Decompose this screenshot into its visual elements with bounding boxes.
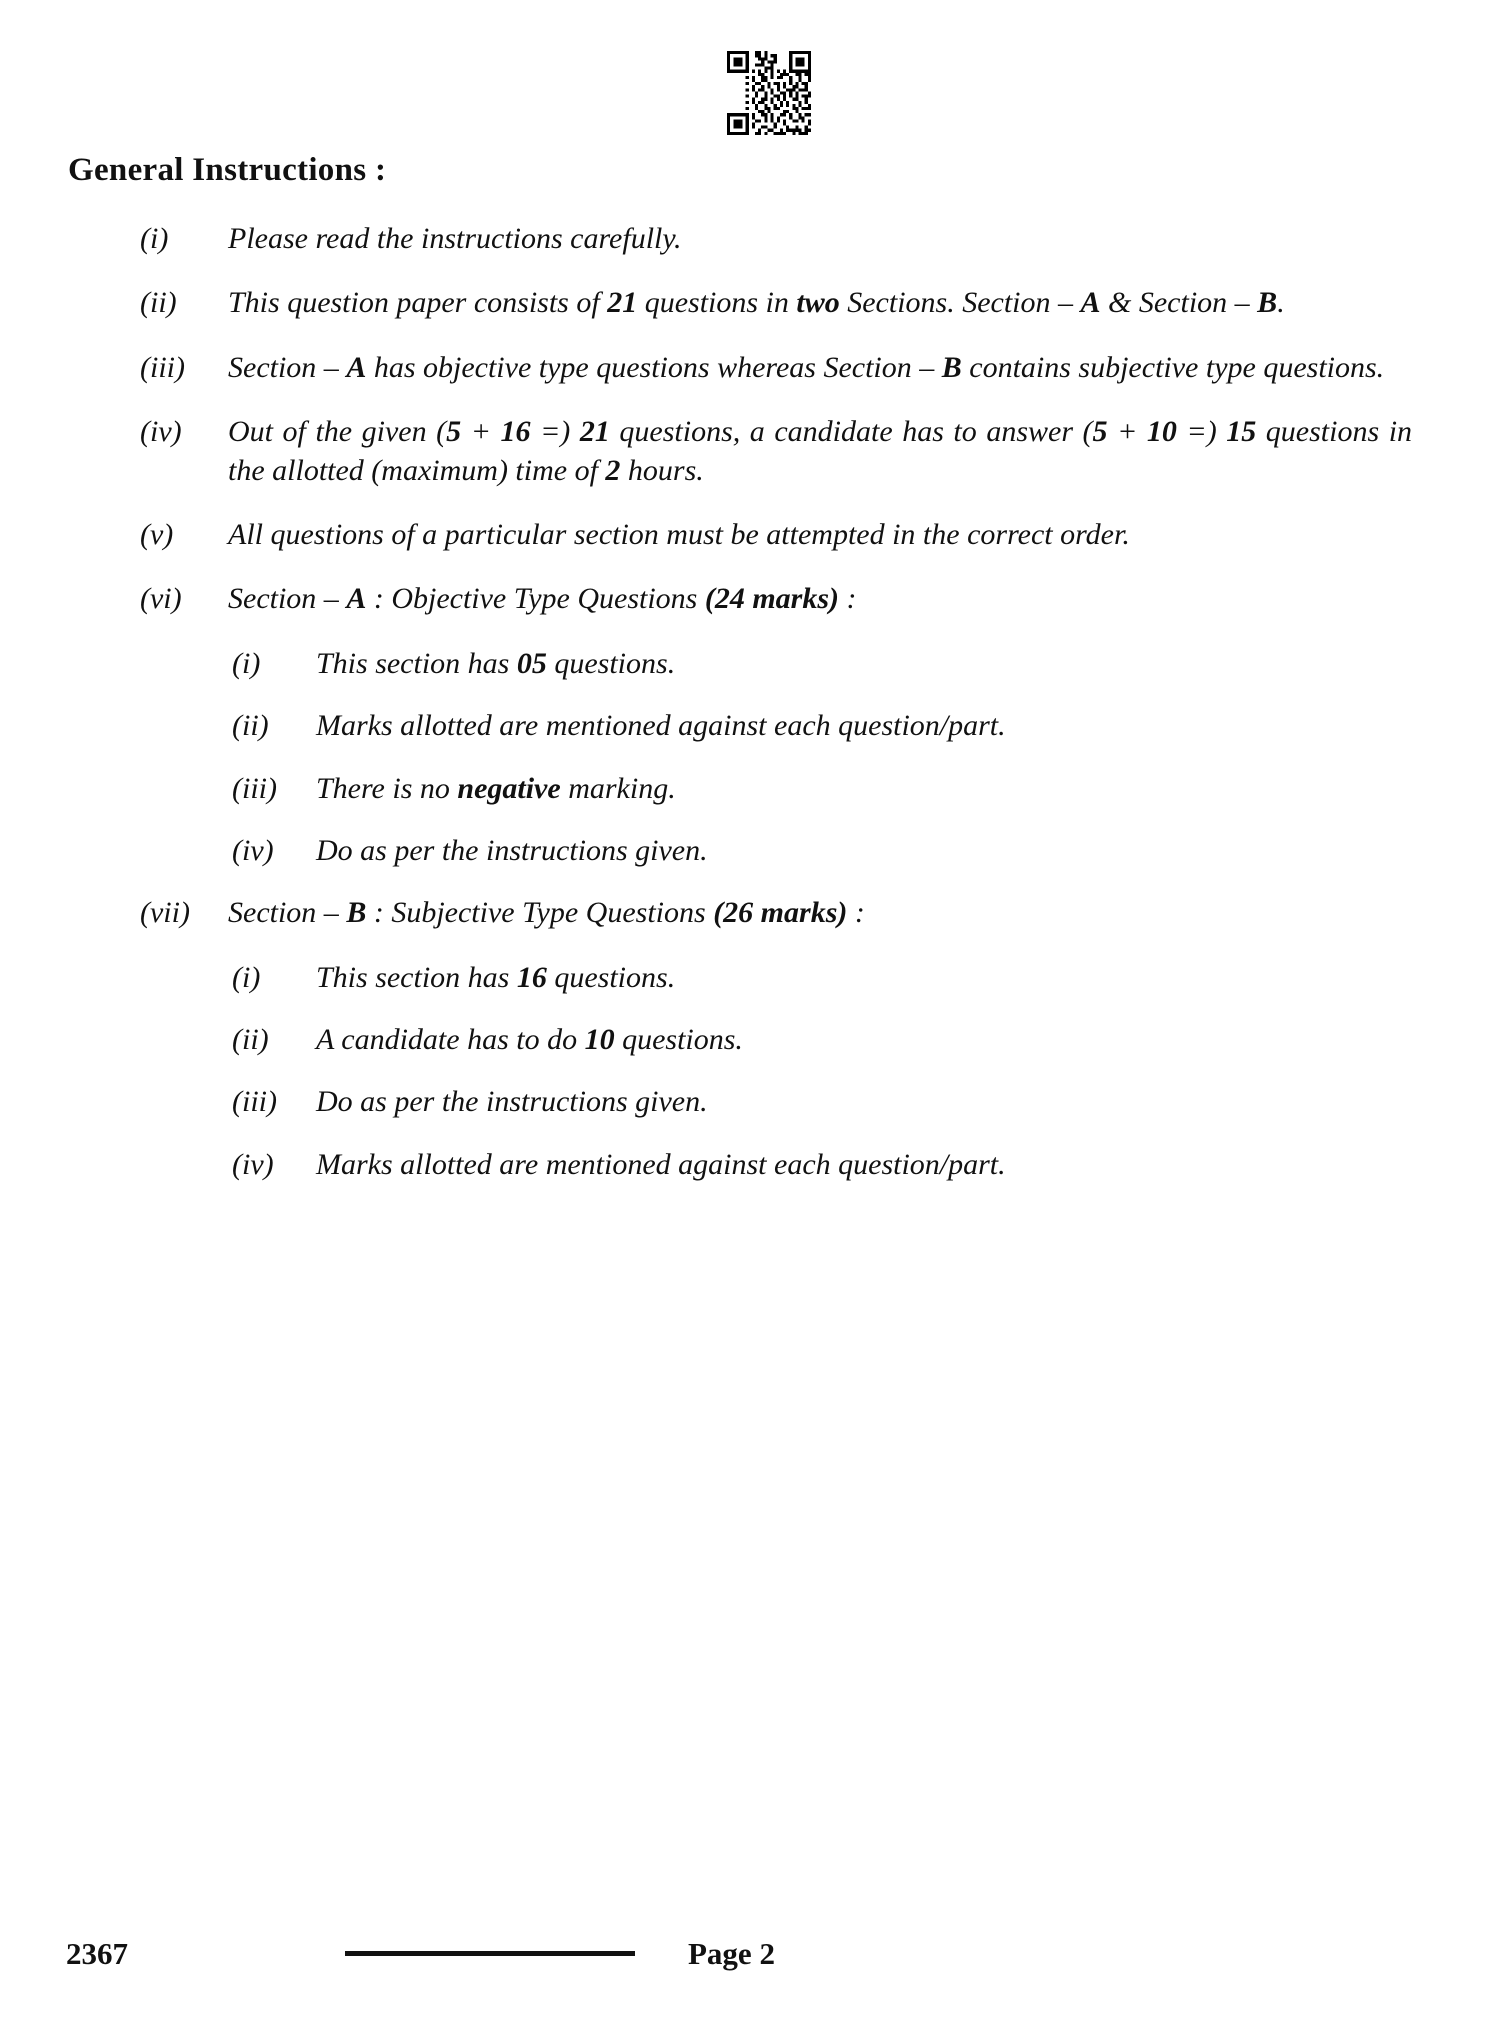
item-marker: (v) bbox=[140, 517, 174, 551]
footer-divider bbox=[345, 1951, 635, 1956]
text-emphasis: two bbox=[796, 286, 840, 320]
general-instructions-list bbox=[140, 220, 1412, 1208]
text-emphasis: 10 bbox=[584, 1023, 615, 1057]
text-run: questions, a candidate has to answer ( bbox=[609, 415, 1093, 449]
item-marker: (ii) bbox=[232, 709, 269, 743]
item-marker: (iii) bbox=[232, 771, 277, 805]
section-a-item-i bbox=[232, 645, 1412, 683]
text-run: This section has bbox=[316, 646, 517, 680]
text-emphasis: B bbox=[346, 896, 367, 930]
text-run: : Subjective Type Questions bbox=[366, 896, 714, 930]
text-run: Out of the given ( bbox=[228, 415, 447, 449]
text-run: hours. bbox=[620, 453, 704, 487]
item-text bbox=[316, 645, 1412, 683]
qr-code-icon bbox=[724, 48, 814, 138]
section-b-sublist bbox=[232, 959, 1412, 1185]
text-run: There is no bbox=[316, 771, 458, 805]
instruction-item-i bbox=[140, 220, 1412, 258]
text-run: . bbox=[1277, 286, 1285, 320]
item-marker: (vii) bbox=[140, 896, 190, 930]
instruction-item-vii-section-b bbox=[140, 894, 1412, 932]
text-run: Section – bbox=[228, 350, 347, 384]
item-marker: (ii) bbox=[232, 1023, 269, 1057]
text-emphasis: 2 bbox=[605, 453, 621, 487]
item-text bbox=[316, 770, 1412, 808]
text-emphasis: 5 bbox=[1092, 415, 1108, 449]
text-run: questions. bbox=[614, 1023, 743, 1057]
item-text: Do as per the instructions given. bbox=[316, 1085, 708, 1119]
item-text: All questions of a particular section must be attempted in the correct order. bbox=[228, 517, 1130, 551]
section-a-sublist bbox=[232, 645, 1412, 871]
section-a-item-ii bbox=[232, 707, 1412, 745]
section-b-item-iii bbox=[232, 1083, 1412, 1121]
item-text bbox=[228, 894, 1412, 932]
text-run: This question paper consists of bbox=[228, 286, 608, 320]
text-run: Section – bbox=[228, 582, 347, 616]
text-emphasis: A bbox=[1080, 286, 1101, 320]
text-run: questions in the allotted (maximum) time of bbox=[228, 415, 1413, 487]
text-run: questions in bbox=[637, 286, 797, 320]
text-emphasis: B bbox=[1257, 286, 1278, 320]
text-emphasis: B bbox=[941, 350, 962, 384]
text-emphasis: negative bbox=[457, 771, 561, 805]
item-marker: (iii) bbox=[140, 350, 185, 384]
text-run: : bbox=[847, 896, 865, 930]
section-b-item-ii bbox=[232, 1021, 1412, 1059]
paper-code: 2367 bbox=[66, 1936, 128, 1971]
item-text bbox=[316, 1021, 1412, 1059]
instruction-item-ii bbox=[140, 284, 1412, 322]
instruction-item-vi-section-a bbox=[140, 580, 1412, 618]
instruction-item-v bbox=[140, 516, 1412, 554]
text-emphasis: 21 bbox=[579, 415, 610, 449]
text-run: =) bbox=[1176, 415, 1227, 449]
page-title: General Instructions : bbox=[68, 152, 387, 188]
page-number: Page 2 bbox=[688, 1936, 775, 1971]
item-marker: (iii) bbox=[232, 1085, 277, 1119]
page-footer bbox=[0, 1928, 1505, 1972]
text-emphasis: (26 marks) bbox=[713, 896, 848, 930]
text-run: questions. bbox=[546, 960, 676, 994]
item-marker: (iv) bbox=[232, 1147, 274, 1181]
item-marker: (ii) bbox=[140, 286, 177, 320]
text-run: & Section – bbox=[1100, 286, 1258, 320]
item-text: Please read the instructions carefully. bbox=[228, 222, 682, 255]
text-emphasis: 21 bbox=[607, 286, 638, 320]
item-text bbox=[228, 580, 1412, 618]
item-text bbox=[228, 349, 1412, 387]
text-emphasis: A bbox=[346, 582, 367, 616]
text-run: : Objective Type Questions bbox=[366, 582, 705, 616]
text-run: + bbox=[1107, 415, 1147, 449]
text-emphasis: 05 bbox=[516, 646, 547, 680]
text-emphasis: 15 bbox=[1226, 415, 1257, 449]
item-marker: (iv) bbox=[232, 833, 274, 867]
text-emphasis: 5 bbox=[446, 415, 462, 449]
text-emphasis: (24 marks) bbox=[704, 582, 840, 616]
item-text bbox=[228, 284, 1412, 322]
item-text: Marks allotted are mentioned against each question/part. bbox=[316, 1147, 1006, 1181]
section-a-item-iv bbox=[232, 832, 1412, 870]
text-emphasis: 10 bbox=[1146, 415, 1177, 449]
text-emphasis: 16 bbox=[500, 415, 531, 449]
section-b-item-iv bbox=[232, 1146, 1412, 1184]
text-run: contains subjective type questions. bbox=[961, 350, 1385, 384]
item-marker: (i) bbox=[232, 646, 261, 680]
text-run: has objective type questions whereas Section – bbox=[366, 350, 942, 384]
section-a-item-iii bbox=[232, 770, 1412, 808]
text-run: marking. bbox=[560, 771, 676, 805]
text-run: : bbox=[839, 582, 857, 616]
instruction-item-iv bbox=[140, 413, 1412, 490]
item-text bbox=[228, 413, 1412, 490]
text-run: questions. bbox=[546, 646, 676, 680]
item-marker: (i) bbox=[140, 222, 169, 255]
text-run: + bbox=[461, 415, 501, 449]
text-run: Section – bbox=[228, 896, 347, 930]
item-marker: (iv) bbox=[140, 415, 182, 449]
item-marker: (i) bbox=[232, 960, 261, 994]
text-emphasis: A bbox=[346, 350, 367, 384]
item-text: Do as per the instructions given. bbox=[316, 833, 708, 867]
text-run: This section has bbox=[316, 960, 517, 994]
section-b-item-i bbox=[232, 959, 1412, 997]
text-run: =) bbox=[530, 415, 580, 449]
item-text bbox=[316, 959, 1412, 997]
item-text: Marks allotted are mentioned against each question/part. bbox=[316, 709, 1006, 743]
text-run: A candidate has to do bbox=[316, 1023, 585, 1057]
instruction-item-iii bbox=[140, 349, 1412, 387]
item-marker: (vi) bbox=[140, 582, 182, 616]
text-emphasis: 16 bbox=[516, 960, 547, 994]
text-run: Sections. Section – bbox=[839, 286, 1081, 320]
